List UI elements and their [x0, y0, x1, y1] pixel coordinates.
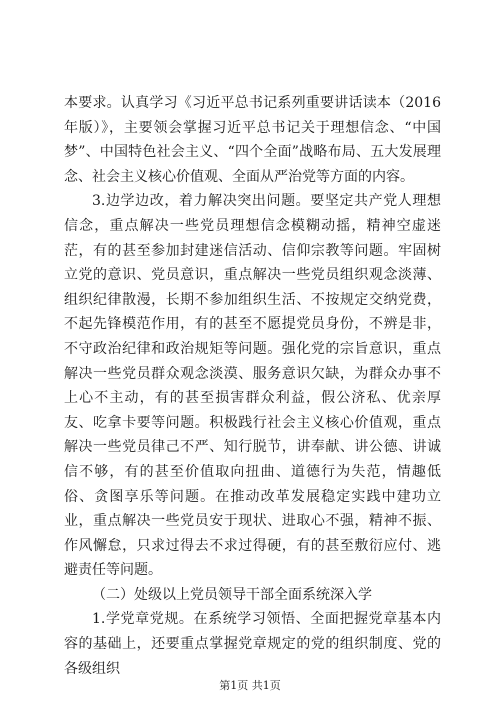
section-heading-senior-cadres: （二）处级以上党员领导干部全面系统深入学: [92, 586, 372, 603]
page-footer: 第1页 共1页: [219, 679, 281, 692]
paragraph-learn-and-correct: 3.边学边改，着力解决突出问题。要坚定共产党人理想信念，重点解决一些党员理想信念模糊动摇，精神空虚迷茫，有的甚至参加封建迷信活动、信仰宗教等问题。牢固树立党的意识、党员意识，重点解决一些党员组织观念淡薄、组织纪律散漫，长期不参加组织生活、不按规定交纳党费，不起先锋模范作用，有的甚至不愿提党员身份，不辨是非，不守政治纪律和政治规矩等问题。强化党的宗旨意识，重点解决一些党员群众观念淡漠、服务意识欠缺，为群众办事不上心不主动，有的甚至损害群众利益，假公济私、优亲厚友、吃拿卡要等问题。积极践行社会主义核心价值观，重点解决一些党员律己不严、知行脱节，讲奉献、讲公德、讲诚信不够，有的甚至价值取向扭曲、道德行为失范，情趣低俗、贪图享乐等问题。在推动改革发展稳定实践中建功立业，重点解决一些党员安于现状、进取心不强，精神不振、作风懈怠，只求过得去不求过得硬，有的甚至敷衍应付、逃避责任等问题。: [64, 193, 441, 579]
paragraph-study-reading: 本要求。认真学习《习近平总书记系列重要讲话读本（2016年版）》，主要领会掌握习近平总书记关于理想信念、“中国梦”、中国特色社会主义、“四个全面”战略布局、五大发展理念、社会主义核心价值观、全面从严治党等方面的内容。: [64, 95, 441, 185]
document-body: [64, 91, 441, 681]
paragraph-party-constitution: 1.学党章党规。在系统学习领悟、全面把握党章基本内容的基础上，还要重点掌握党章规定的党的组织制度、党的各级组织: [64, 611, 441, 677]
